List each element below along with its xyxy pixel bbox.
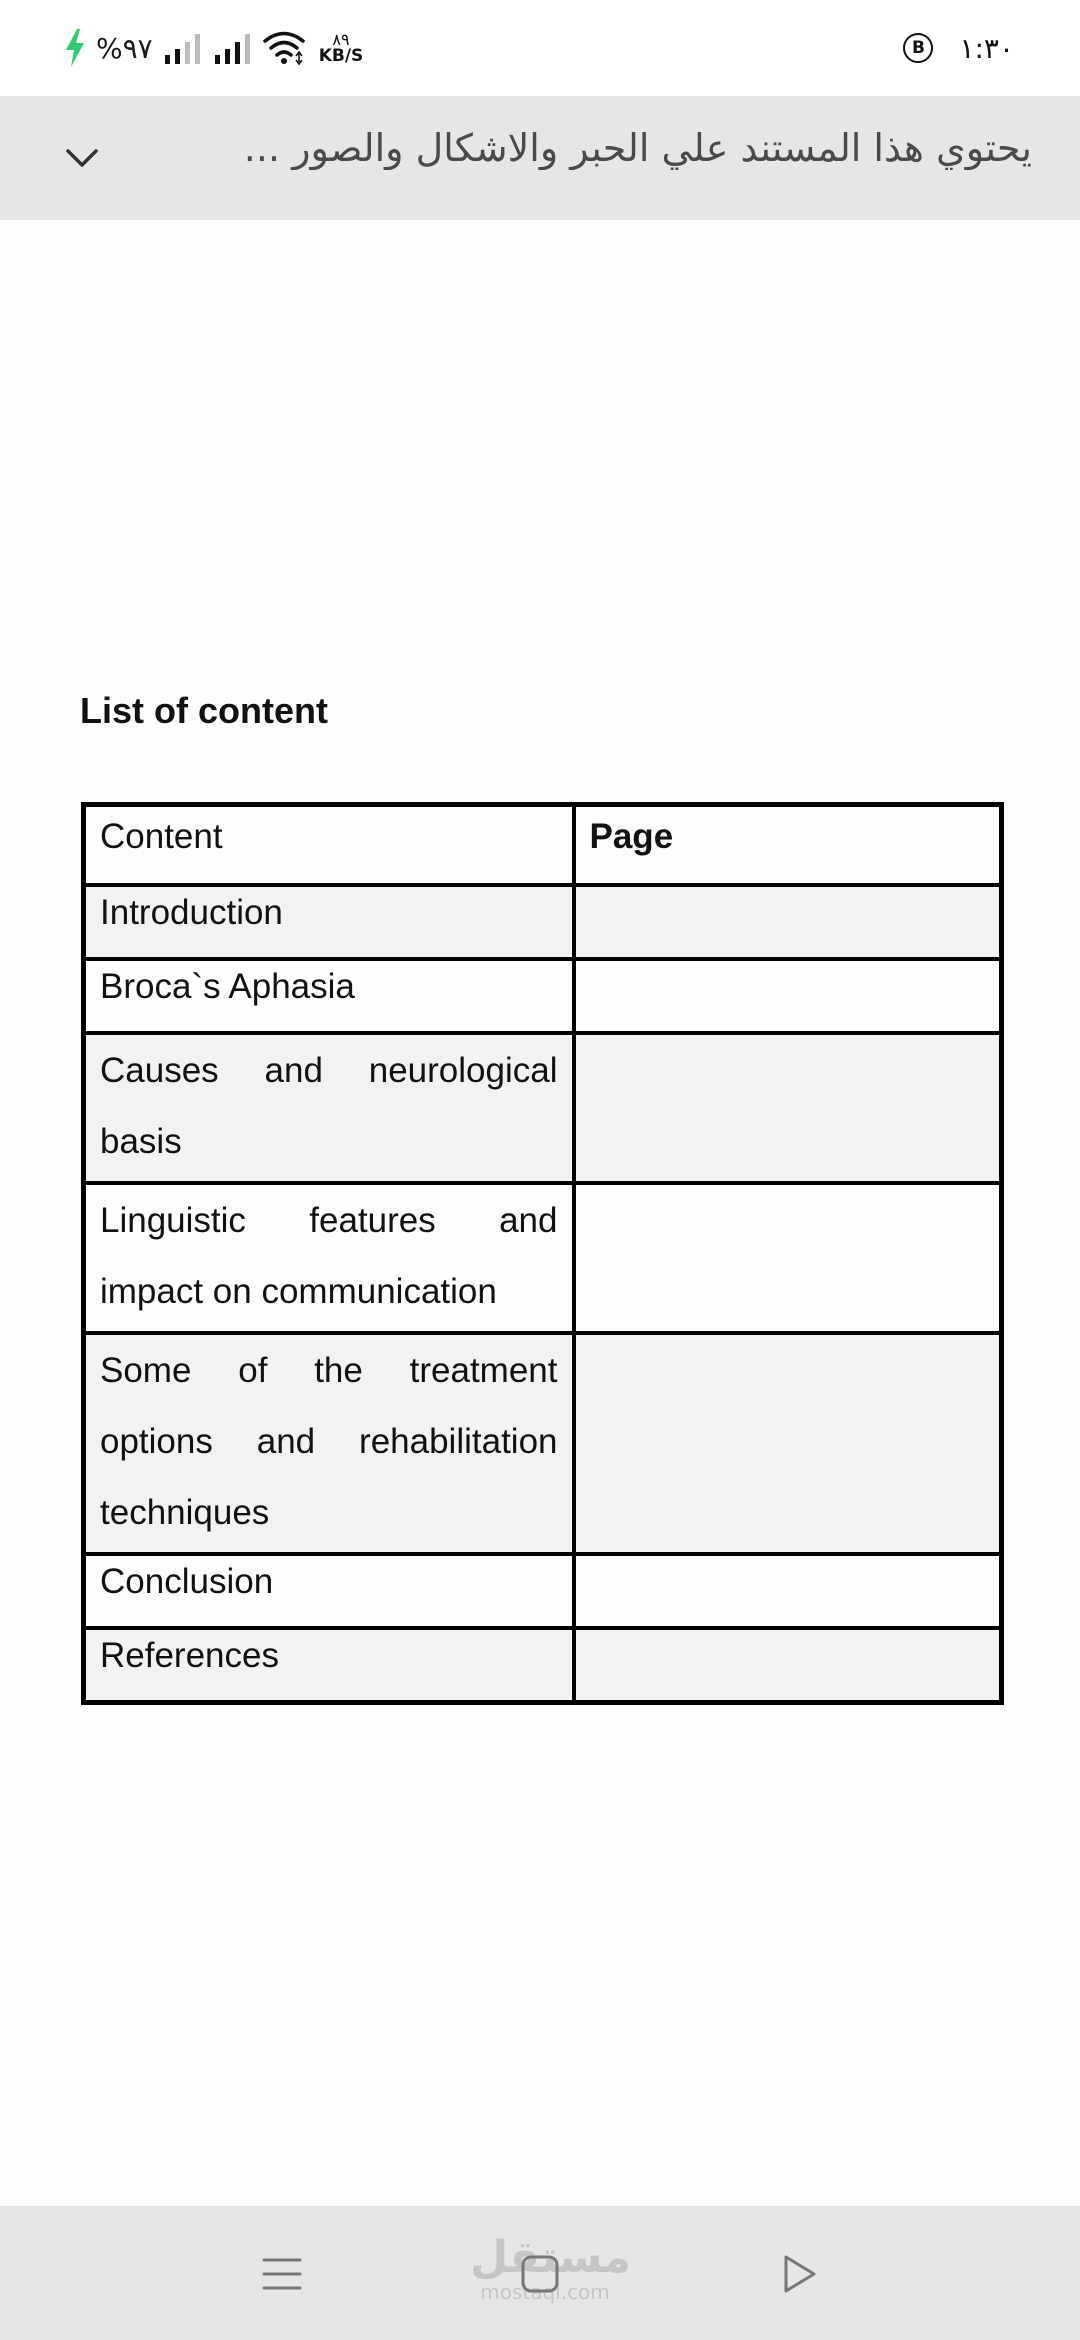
wifi-icon [263,30,305,66]
watermark-english: mostaql.com [480,2280,610,2304]
signal-weak-icon [163,31,203,65]
contents-table [81,802,1004,1705]
page-cell [574,1333,1002,1554]
network-speed-unit: KB/S [318,45,364,66]
column-header-page: Page [574,805,1002,886]
status-bar-right [903,26,1014,70]
table-row [84,959,1002,1033]
document-heading: List of content [80,690,328,731]
table-row [84,1628,1002,1703]
content-cell: Introduction [84,885,574,959]
notice-text: يحتوي هذا المستند علي الحبر والاشكال والصور ... [243,126,1032,170]
content-cell: Causes and neurological basis [84,1033,574,1183]
table-header-row [84,805,1002,886]
content-cell: Conclusion [84,1554,574,1628]
menu-icon[interactable] [256,2248,308,2300]
b-icon: B [903,33,933,63]
column-header-content: Content [84,805,574,886]
chevron-down-icon[interactable] [60,136,104,180]
charging-bolt-icon [64,29,86,67]
table-row [84,1033,1002,1183]
page-cell [574,1554,1002,1628]
content-cell: Broca`s Aphasia [84,959,574,1033]
home-icon[interactable] [514,2248,566,2300]
content-cell: References [84,1628,574,1703]
page-cell [574,1628,1002,1703]
table-row [84,1554,1002,1628]
status-bar [0,0,1080,96]
content-cell: Some of the treatment options and rehabilitation techniques [84,1333,574,1554]
table-row [84,1183,1002,1333]
network-speed-value: ٨٩ [332,29,350,49]
back-icon[interactable] [772,2248,824,2300]
page-cell [574,959,1002,1033]
status-bar-left [64,26,363,70]
page-cell [574,1183,1002,1333]
table-row [84,1333,1002,1554]
table-row [84,885,1002,959]
page-cell [574,885,1002,959]
status-time: ١:٣٠ [959,31,1014,65]
system-navigation-bar [0,2206,1080,2340]
battery-percentage: %٩٧ [96,31,153,65]
network-speed [318,29,364,66]
watermark-arabic: مستقل [470,2232,631,2283]
page-cell [574,1033,1002,1183]
document-notice-banner [0,96,1080,220]
content-cell: Linguistic features and impact on communication [84,1183,574,1333]
signal-icon [213,31,253,65]
